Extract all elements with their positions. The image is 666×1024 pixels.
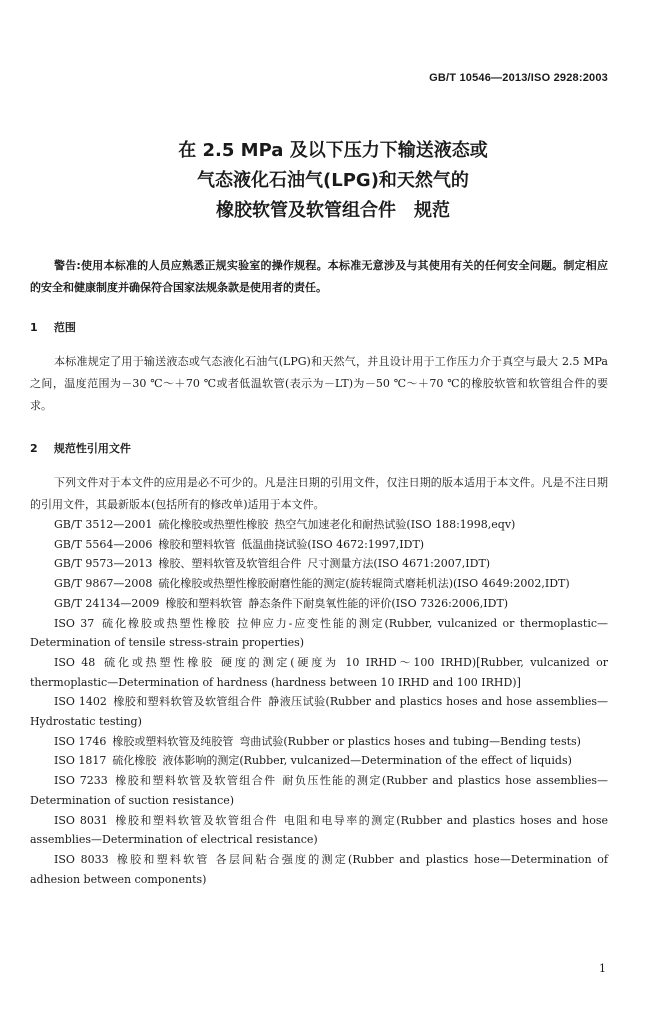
reference-code: GB/T 24134—2009 [54,596,160,610]
section-heading-normative-references [30,440,131,456]
reference-text: 静态条件下耐臭氧性能的评价(ISO 7326:2006,IDT) [248,596,509,610]
reference-text: 尺寸测量方法(ISO 4671:2007,IDT) [307,557,491,571]
scope-paragraph: 本标准规定了用于输送液态或气态液化石油气(LPG)和天然气，并且设计用于工作压力介于真空与最大 2.5 MPa 之间，温度范围为－30 ℃～＋70 ℃或者低温软管(表示为－LT)为－50 ℃～＋70 ℃的橡胶软管和软管组合件的要求。 [30,355,608,412]
reference-item [30,653,608,692]
document-title [0,136,666,226]
warning-paragraph: 警告:使用本标准的人员应熟悉正规实验室的操作规程。本标准无意涉及与其使用有关的任何安全问题。制定相应的安全和健康制度并确保符合国家法规条款是使用者的责任。 [30,259,608,294]
reference-code: ISO 7233 [54,774,108,788]
reference-text: 拉伸应力-应变性能的测定(Rubber, vulcanized or thermoplastic—Determination of tensile stress-strain properties) [30,616,609,650]
reference-cn-title: 硫化或热塑性橡胶 [101,655,215,669]
reference-item [30,535,608,555]
reference-item [30,692,608,731]
standard-number: GB/T 10546—2013/ISO 2928:2003 [429,72,608,84]
reference-text: 静液压试验(Rubber and plastics hoses and hose assemblies—Hydrostatic testing) [30,695,609,729]
reference-item [30,811,608,850]
reference-text: 热空气加速老化和耐热试验(ISO 188:1998,eqv) [274,518,516,531]
reference-cn-title: 硫化橡胶或热塑性橡胶 [100,616,232,630]
section-title: 范围 [53,321,76,334]
reference-cn-title: 橡胶和塑料软管及软管组合件 [113,813,278,827]
reference-code: GB/T 9573—2013 [54,557,153,571]
reference-cn-title: 橡胶和塑料软管及软管组合件 [112,695,263,709]
reference-text: 硬度的测定(硬度为 10 IRHD～100 IRHD)[Rubber, vulcanized or thermoplastic—Determination of hardness (hardness between 10 IRHD and 100 IRHD)] [30,655,608,689]
reference-cn-title: 橡胶和塑料软管 [158,537,236,551]
page-number: 1 [599,962,606,975]
reference-item [30,594,608,614]
reference-text: 弯曲试验(Rubber or plastics hoses and tubing—Bending tests) [239,734,581,748]
references-intro-paragraph: 下列文件对于本文件的应用是必不可少的。凡是注日期的引用文件，仅注日期的版本适用于本文件。凡是不注日期的引用文件，其最新版本(包括所有的修改单)适用于本文件。 [30,476,608,511]
reference-item [30,732,608,752]
reference-item [30,614,608,653]
section-number: 1 [30,321,38,334]
reference-item [30,771,608,810]
reference-item [30,515,608,535]
reference-code: ISO 48 [54,655,96,669]
reference-cn-title: 硫化橡胶 [112,754,157,768]
reference-cn-title: 橡胶或塑料软管及纯胶管 [112,734,234,748]
reference-code: ISO 37 [54,616,95,630]
reference-code: ISO 8031 [54,813,108,827]
reference-cn-title: 橡胶、塑料软管及软管组合件 [158,557,302,571]
reference-text: 低温曲挠试验(ISO 4672:1997,IDT) [241,537,425,551]
reference-code: GB/T 5564—2006 [54,537,153,551]
section-heading-scope [30,319,76,335]
reference-item [30,574,608,594]
reference-code: GB/T 9867—2008 [54,577,153,591]
reference-list [30,515,608,889]
section-title: 规范性引用文件 [53,442,131,455]
reference-cn-title: 橡胶和塑料软管 [165,596,243,610]
reference-code: GB/T 3512—2001 [54,518,153,531]
reference-item [30,751,608,771]
reference-code: ISO 1817 [54,754,107,768]
reference-item [30,554,608,574]
title-line: 橡胶软管及软管组合件 规范 [216,200,450,221]
reference-item [30,850,608,889]
reference-cn-title: 橡胶和塑料软管及软管组合件 [113,774,277,788]
reference-code: ISO 1746 [54,734,107,748]
reference-text: 硫化橡胶或热塑性橡胶耐磨性能的测定(旋转辊筒式磨耗机法)(ISO 4649:2002,IDT) [158,577,570,591]
reference-code: ISO 1402 [54,695,107,709]
reference-text: 电阻和电导率的测定(Rubber and plastics hoses and hose assemblies—Determination of electrical resistance) [30,813,608,847]
reference-text: 液体影响的测定(Rubber, vulcanized—Determination of the effect of liquids) [162,754,572,768]
section-number: 2 [30,442,38,455]
reference-text: 耐负压性能的测定(Rubber and plastics hose assemblies—Determination of suction resistance) [30,774,609,807]
reference-code: ISO 8033 [54,852,109,866]
reference-cn-title: 硫化橡胶或热塑性橡胶 [158,518,269,531]
title-line: 在 2.5 MPa 及以下压力下输送液态或 [178,140,488,161]
reference-text: 各层间粘合强度的测定(Rubber and plastics hose—Determination of adhesion between components) [30,852,609,886]
reference-cn-title: 橡胶和塑料软管 [114,852,210,866]
title-line: 气态液化石油气(LPG)和天然气的 [197,170,469,191]
